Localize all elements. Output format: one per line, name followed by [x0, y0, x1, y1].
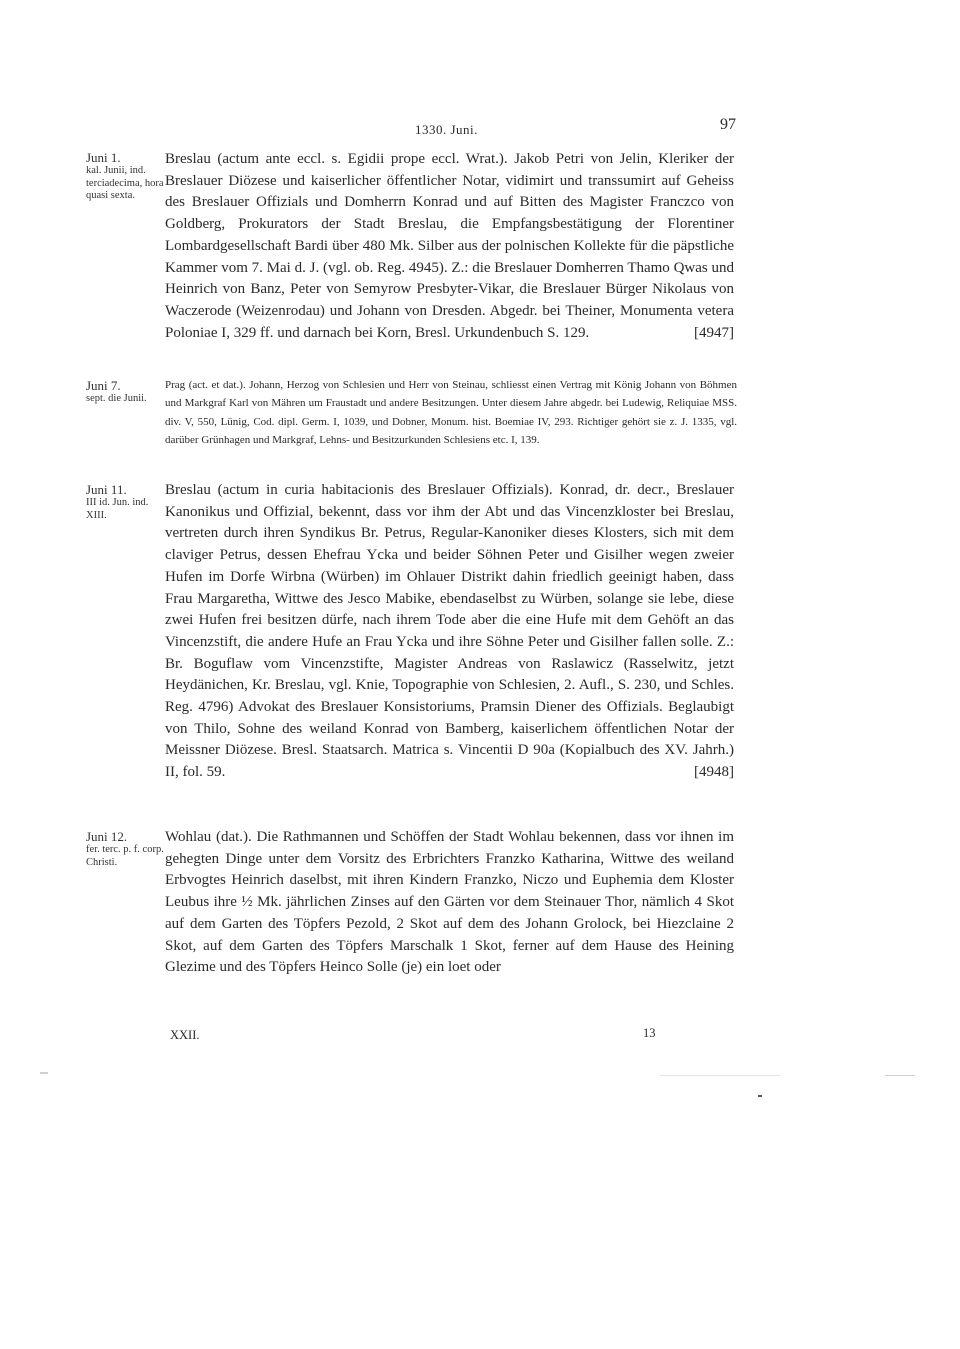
entry-margin [86, 378, 166, 406]
scan-mark [758, 1095, 762, 1097]
sheet-number: 13 [643, 1026, 656, 1040]
scan-mark [885, 1075, 915, 1076]
page-number: 97 [720, 116, 736, 133]
entry-margin-note: sept. die Junii. [86, 393, 147, 404]
entry-text [165, 376, 737, 449]
entry-margin [86, 829, 166, 869]
entry-margin-note: kal. Junii, ind. terciadecima, hora quasi sexta. [86, 165, 164, 201]
entry-text [165, 149, 734, 344]
entry-date: Juni 1. [86, 150, 121, 165]
register-number: [4948] [694, 764, 734, 781]
entry-body: Wohlau (dat.). Die Rathmannen und Schöffen der Stadt Wohlau bekennen, dass vor ihnen im gehegten Dinge unter dem Vorsitz des Erbrichters Franzko Katharina, Wittwe des weiland Erbvogtes Heinrich daselbst, mit ihren Kindern Franzko, Niczo und Euphemia dem Kloster Leubus ihre ½ Mk. jährlichen Zinses auf den Gärten vor dem Steinauer Thor, nämlich 4 Skot auf dem Garten des Töpfers Pezold, 2 Skot auf dem des Johann Grolock, bei Hiezclaine 2 Skot, auf dem Garten des Töpfers Marschalk 1 Skot, ferner auf dem Hause des Heining Glezime und des Töpfers Heinco Solle (je) ein loet oder [165, 829, 734, 976]
entry-margin [86, 150, 166, 203]
scan-mark [40, 1072, 48, 1074]
entry-text [165, 480, 734, 784]
running-title: 1330. Juni. [415, 122, 478, 137]
signature-mark: XXII. [170, 1028, 200, 1042]
entry-margin [86, 482, 166, 522]
entry-margin-note: fer. terc. p. f. corp. Christi. [86, 844, 164, 868]
entry-date: Juni 7. [86, 378, 121, 393]
entry-body: Breslau (actum in curia habitacionis des Breslauer Offizials). Konrad, dr. decr., Breslauer Kanonikus und Offizial, bekennt, dass vor ihm der Abt und das Vincenzkloster bei Breslau, vertreten durch ihren Syndikus Br. Petrus, Regular-Kanoniker dieses Klosters, sich mit dem claviger Petrus, dessen Ehefrau Ycka und beider Söhnen Peter und Gisilher wegen zweier Hufen im Dorfe Wirbna (Würben) im Ohlauer Distrikt dahin friedlich geeinigt haben, dass Frau Margaretha, Wittwe des Jesco Mabike, ebendaselbst zu Würben, solange sie lebe, diese zwei Hufen frei besitzen dürfe, nach ihrem Tode aber die eine Hufe mit dem Gehöft an das Vincenzstift, die andere Hufe an Frau Ycka und ihre Söhne Peter und Gisilher fallen solle. Z.: Br. Boguflaw vom Vincenzstifte, Magister Andreas von Raslawicz (Rasselwitz, jetzt Heydänichen, Kr. Breslau, vgl. Knie, Topographie von Schlesien, 2. Aufl., S. 230, und Schles. Reg. 4796) Advokat des Breslauer Konsistoriums, Pramsin Diener des Offizials. Beglaubigt von Thilo, Sohne des weiland Konrad von Bamberg, kaiserlichem öffentlichen Notar der Meissner Diözese. Bresl. Staatsarch. Matrica s. Vincentii D 90a (Kopialbuch des XV. Jahrh.) II, fol. 59. [165, 482, 734, 781]
entry-date: Juni 12. [86, 829, 128, 844]
scan-mark [660, 1075, 780, 1076]
entry-margin-note: III id. Jun. ind. XIII. [86, 497, 149, 521]
entry-body: Prag (act. et dat.). Johann, Herzog von Schlesien und Herr von Steinau, schliesst einen Vertrag mit König Johann von Böhmen und Markgraf Karl von Mähren um Fraustadt und andere Besitzungen. Unter diesem Jahre abgedr. bei Ludewig, Reliquiae MSS. div. V, 550, Lünig, Cod. dipl. Germ. I, 1039, und Dobner, Monum. hist. Boemiae IV, 293. Richtiger gehört sie z. J. 1335, vgl. darüber Grünhagen und Markgraf, Lehns- und Besitzurkunden Schlesiens etc. I, 139. [165, 379, 737, 446]
register-number: [4947] [694, 324, 734, 341]
entry-text [165, 827, 734, 979]
entry-body: Breslau (actum ante eccl. s. Egidii prope eccl. Wrat.). Jakob Petri von Jelin, Kleriker der Breslauer Diözese und kaiserlicher öffentlicher Notar, vidimirt und transsumirt auf Geheiss des Breslauer Offizials und Domherrn Konrad und auf Bitten des Magister Franczco von Goldberg, Prokurators der Stadt Breslau, die Empfangsbestätigung der Florentiner Lombardgesellschaft Bardi über 480 Mk. Silber aus der polnischen Kollekte für die päpstliche Kammer vom 7. Mai d. J. (vgl. ob. Reg. 4945). Z.: die Breslauer Domherren Thamo Qwas und Heinrich von Banz, Peter von Semyrow Presbyter-Vikar, die Breslauer Bürger Nikolaus von Waczerode (Weizenrodau) und Johann von Dresden. Abgedr. bei Theiner, Monumenta vetera Poloniae I, 329 ff. und darnach bei Korn, Bresl. Urkundenbuch S. 129. [165, 151, 734, 341]
entry-date: Juni 11. [86, 482, 127, 497]
scan-speckle [30, 8, 90, 88]
